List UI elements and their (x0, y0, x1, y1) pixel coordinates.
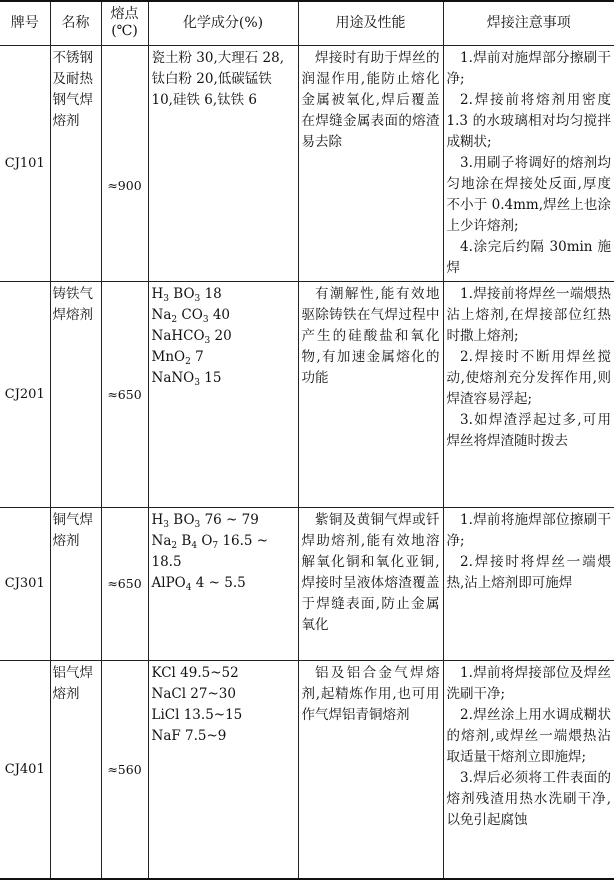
composition-item: $H_3$ $BO_3$ 76 ~ 79 (151, 511, 259, 530)
melting-value: ≈900 (107, 177, 142, 193)
flux-code: CJ401 (0, 660, 50, 879)
flux-name: 不锈钢及耐热钢气焊熔剂 (50, 45, 101, 281)
composition (148, 507, 298, 660)
composition (148, 660, 298, 879)
usage (298, 281, 443, 507)
table-row (0, 660, 614, 879)
usage-text: 铝及铝合金气焊熔剂,起精炼作用,也可用作气焊铝青铜熔剂 (301, 664, 440, 723)
header-usage: 用途及性能 (298, 1, 443, 45)
header-row (0, 1, 614, 45)
usage-text: 焊接时有助于焊丝的润湿作用,能防止熔化金属被氧化,焊后覆盖在焊缝金属表面的熔渣易去除 (301, 49, 440, 150)
note-item: 3.用刷子将调好的熔剂均匀地涂在焊接处反面,厚度不小于 0.4mm,焊丝上也涂上少许熔剂; (446, 154, 611, 234)
usage (298, 507, 443, 660)
notes (443, 660, 614, 879)
composition-item: $Na_2$ $CO_3$ 40 (151, 306, 231, 325)
header-code: 牌号 (0, 1, 50, 45)
flux-code: CJ201 (0, 281, 50, 507)
note-item: 2.焊接时将焊丝一端煨热,沾上熔剂即可施焊 (446, 553, 611, 591)
composition-item: NaHCO$_3$ 20 (151, 327, 232, 346)
melting-value: ≈560 (107, 761, 142, 777)
composition-item: KCl 49.5~52 (151, 664, 239, 681)
note-item: 1.焊前将施焊部位擦刷干净; (446, 511, 611, 549)
header-melting (101, 1, 148, 45)
melting-point (101, 45, 148, 281)
melting-point (101, 660, 148, 879)
header-notes: 焊接注意事项 (443, 1, 614, 45)
note-item: 1.焊前将焊接部位及焊丝洗刷干净; (446, 664, 611, 702)
table-row (0, 45, 614, 281)
composition-item: 瓷土粉 30,大理石 28,钛白粉 20,低碳锰铁 10,硅铁 6,钛铁 6 (151, 49, 285, 108)
composition-item: AlPO$_4$ 4 ~ 5.5 (151, 574, 246, 593)
note-item: 3.焊后必须将工件表面的熔剂残渣用热水洗刷干净,以免引起腐蚀 (446, 769, 611, 828)
flux-name: 铜气焊熔剂 (50, 507, 101, 660)
composition-item: $Na_2$ $B_4$ $O_7$ 16.5 ~ 18.5 (151, 532, 269, 570)
flux-code: CJ101 (0, 45, 50, 281)
composition-item: NaF 7.5~9 (151, 727, 227, 744)
table-row (0, 507, 614, 660)
note-item: 1.焊前对施焊部分擦刷干净; (446, 49, 611, 87)
composition-item: NaCl 27~30 (151, 685, 236, 702)
flux-code: CJ301 (0, 507, 50, 660)
header-composition: 化学成分(%) (148, 1, 298, 45)
table-row (0, 281, 614, 507)
composition-item: NaNO$_3$ 15 (151, 369, 222, 388)
composition-item: MnO$_2$ 7 (151, 348, 204, 367)
usage-text: 紫铜及黄铜气焊或钎焊助熔剂,能有效地溶解氧化铜和氧化亚铜,焊接时呈液体熔渣覆盖于焊缝表面,防止金属氧化 (301, 511, 440, 633)
melting-value: ≈650 (107, 386, 142, 402)
notes (443, 281, 614, 507)
melting-point (101, 507, 148, 660)
note-item: 3.如焊渣浮起过多,可用焊丝将焊渣随时拨去 (446, 411, 611, 449)
usage (298, 45, 443, 281)
usage-text: 有潮解性,能有效地驱除铸铁在气焊过程中产生的硅酸盐和氧化物,有加速金属熔化的功能 (301, 285, 440, 386)
note-item: 4.涂完后约隔 30min 施焊 (446, 238, 611, 276)
note-item: 1.焊接前将焊丝一端煨热沾上熔剂,在焊接部位红热时撒上熔剂; (446, 285, 611, 344)
usage (298, 660, 443, 879)
melting-point (101, 281, 148, 507)
flux-name: 铝气焊熔剂 (50, 660, 101, 879)
notes (443, 507, 614, 660)
note-item: 2.焊丝涂上用水调成糊状的熔剂,或焊丝一端煨热沾取适量干熔剂立即施焊; (446, 706, 611, 765)
composition-item: $H_3$ $BO_3$ 18 (151, 285, 222, 304)
header-name: 名称 (50, 1, 101, 45)
melting-value: ≈650 (107, 576, 142, 591)
composition (148, 45, 298, 281)
flux-name: 铸铁气焊熔剂 (50, 281, 101, 507)
composition-item: LiCl 13.5~15 (151, 706, 243, 723)
header-melting-label: 熔点 (110, 6, 139, 23)
note-item: 2.焊接时不断用焊丝搅动,使熔剂充分发挥作用,则焊渣容易浮起; (446, 348, 611, 407)
composition (148, 281, 298, 507)
header-melting-unit: (℃) (111, 23, 138, 40)
note-item: 2.焊接前将熔剂用密度 1.3 的水玻璃相对均匀搅拌成糊状; (446, 91, 611, 150)
notes (443, 45, 614, 281)
